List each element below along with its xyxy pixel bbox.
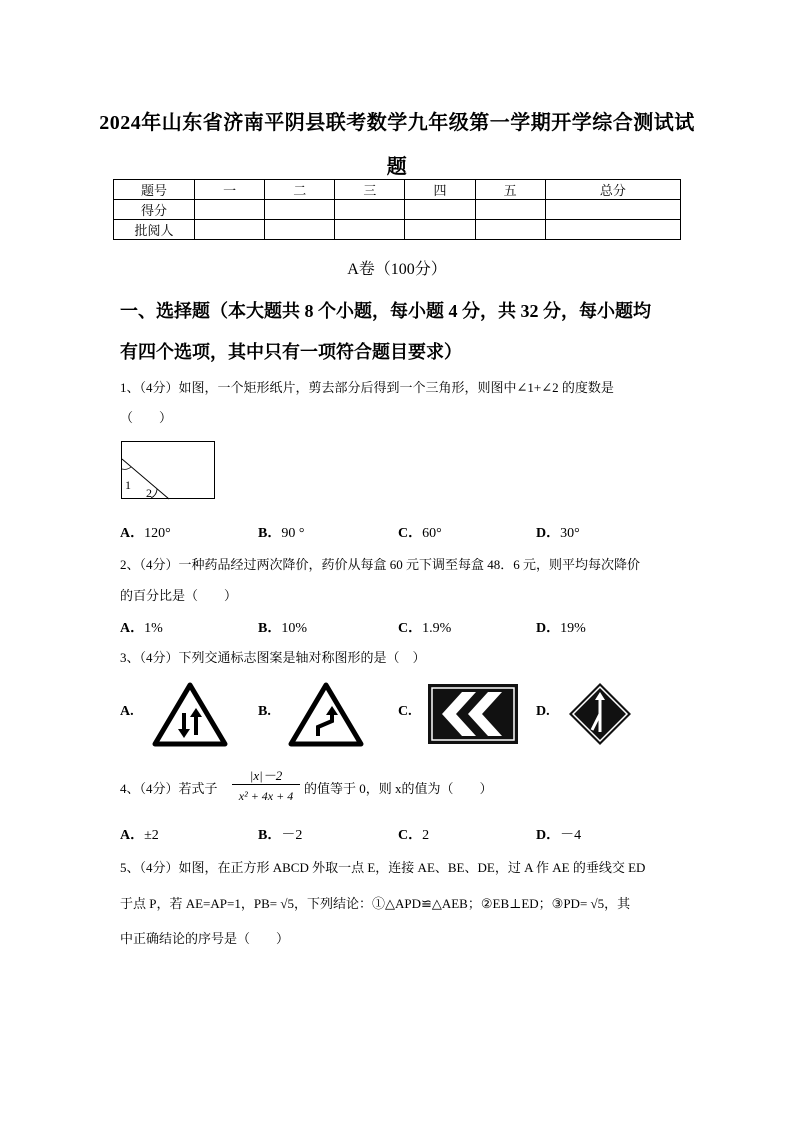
q4-option-a[interactable] <box>120 824 159 844</box>
q5-text-line2: 于点 P，若 AE=AP=1，PB= √5，下列结论：①△APD≌△AEB；②EB⊥ED；③PD= √5，其 <box>120 896 631 911</box>
q1-text-line1: 1、（4分）如图，一个矩形纸片，剪去部分后得到一个三角形，则图中∠1+∠2 的度数是 <box>120 380 614 395</box>
option-text: 10% <box>281 621 308 636</box>
q4-option-d[interactable] <box>536 824 581 844</box>
q1-option-d[interactable] <box>536 522 580 542</box>
score-cell <box>475 220 545 240</box>
option-letter: D． <box>536 621 561 636</box>
q4-numerator: |x|－2 <box>249 768 283 783</box>
score-row-label: 批阅人 <box>114 220 195 240</box>
score-cell <box>545 220 680 240</box>
option-text: 30° <box>560 526 580 541</box>
option-letter: D． <box>536 828 561 843</box>
triangle-border <box>291 685 361 744</box>
q3-option-d-letter[interactable]: D. <box>536 704 550 719</box>
triangle-border <box>155 685 225 744</box>
q4-option-c[interactable] <box>398 824 429 844</box>
option-text: 60° <box>422 526 442 541</box>
angle2-label: 2 <box>146 486 152 500</box>
score-cell <box>335 220 405 240</box>
q4-suffix: 的值等于 0，则 x的值为（ ） <box>304 781 493 796</box>
document-title-line2: 题 <box>386 156 408 178</box>
q1-option-b[interactable] <box>258 522 304 542</box>
document-title-line1: 2024年山东省济南平阴县联考数学九年级第一学期开学综合测试试 <box>99 112 695 134</box>
score-table-row <box>114 200 681 220</box>
q4-fraction-bar <box>232 784 300 785</box>
q2-option-a[interactable] <box>120 617 163 637</box>
score-header-cell: 二 <box>265 180 335 200</box>
score-cell <box>195 220 265 240</box>
option-text: 120° <box>144 526 171 541</box>
q4-denominator: x² + 4x + 4 <box>238 789 294 803</box>
option-letter: B． <box>258 621 282 636</box>
q3-option-c-letter[interactable]: C. <box>398 704 412 719</box>
score-table-row <box>114 220 681 240</box>
score-header-cell: 三 <box>335 180 405 200</box>
score-cell <box>405 200 475 220</box>
q2-option-d[interactable] <box>536 617 586 637</box>
section-heading-line1: 一、选择题（本大题共 8 个小题，每小题 4 分，共 32 分，每小题均 <box>120 301 651 321</box>
q2-text-line2: 的百分比是（ ） <box>120 588 238 603</box>
score-cell <box>195 200 265 220</box>
score-row-label: 得分 <box>114 200 195 220</box>
q2-option-b[interactable] <box>258 617 307 637</box>
option-letter: C． <box>398 621 423 636</box>
option-letter: A． <box>120 526 145 541</box>
q1-option-c[interactable] <box>398 522 442 542</box>
option-letter: B． <box>258 828 282 843</box>
option-letter: C． <box>398 828 423 843</box>
score-header-cell: 总分 <box>545 180 680 200</box>
option-letter: D． <box>536 526 561 541</box>
option-text: 1.9% <box>422 621 452 636</box>
q2-option-c[interactable] <box>398 617 451 637</box>
option-text: －2 <box>281 828 303 843</box>
option-text: 1% <box>144 621 163 636</box>
q3-option-b-letter[interactable]: B. <box>258 704 271 719</box>
q5-text-line3: 中正确结论的序号是（ ） <box>120 931 290 946</box>
score-header-cell: 一 <box>195 180 265 200</box>
angle1-arc <box>122 467 131 469</box>
score-header-cell: 五 <box>475 180 545 200</box>
option-text: 2 <box>422 828 430 843</box>
option-text: ±2 <box>144 828 159 843</box>
option-letter: A． <box>120 621 145 636</box>
q1-option-a[interactable] <box>120 522 171 542</box>
q3-sign-a-icon[interactable] <box>152 683 228 747</box>
option-text: 90 ° <box>281 526 305 541</box>
score-cell <box>265 200 335 220</box>
score-cell <box>475 200 545 220</box>
angle1-label: 1 <box>125 478 131 492</box>
q3-text-line1: 3、（4分）下列交通标志图案是轴对称图形的是（ ） <box>120 650 426 665</box>
score-table-header-row <box>114 180 681 200</box>
q5-text-line1: 5、（4分）如图，在正方形 ABCD 外取一点 E，连接 AE、BE、DE，过 A 作 AE 的垂线交 ED <box>120 860 646 875</box>
option-letter: B． <box>258 526 282 541</box>
option-text: 19% <box>560 621 586 636</box>
score-cell <box>405 220 475 240</box>
score-cell <box>265 220 335 240</box>
q1-rectangle-figure <box>121 441 217 501</box>
option-letter: A． <box>120 828 145 843</box>
q2-text-line1: 2、（4分）一种药品经过两次降价，药价从每盒 60 元下调至每盒 48．6 元，则平均每次降价 <box>120 557 641 572</box>
score-table <box>113 179 681 240</box>
q4-option-b[interactable] <box>258 824 302 844</box>
q3-option-a-letter[interactable]: A. <box>120 704 134 719</box>
q3-sign-d-icon[interactable] <box>568 682 632 746</box>
q3-sign-c-icon[interactable] <box>428 684 518 744</box>
score-cell <box>335 200 405 220</box>
q4-prefix: 4、（4分）若式子 <box>120 781 218 796</box>
score-header-cell: 题号 <box>114 180 195 200</box>
q3-sign-b-icon[interactable] <box>288 683 364 747</box>
q1-text-line2: （ ） <box>120 410 173 425</box>
option-text: －4 <box>560 828 582 843</box>
section-heading-line2: 有四个选项，其中只有一项符合题目要求） <box>120 342 462 362</box>
score-header-cell: 四 <box>405 180 475 200</box>
volume-heading: A卷（100分） <box>347 261 447 278</box>
option-letter: C． <box>398 526 423 541</box>
score-cell <box>545 200 680 220</box>
